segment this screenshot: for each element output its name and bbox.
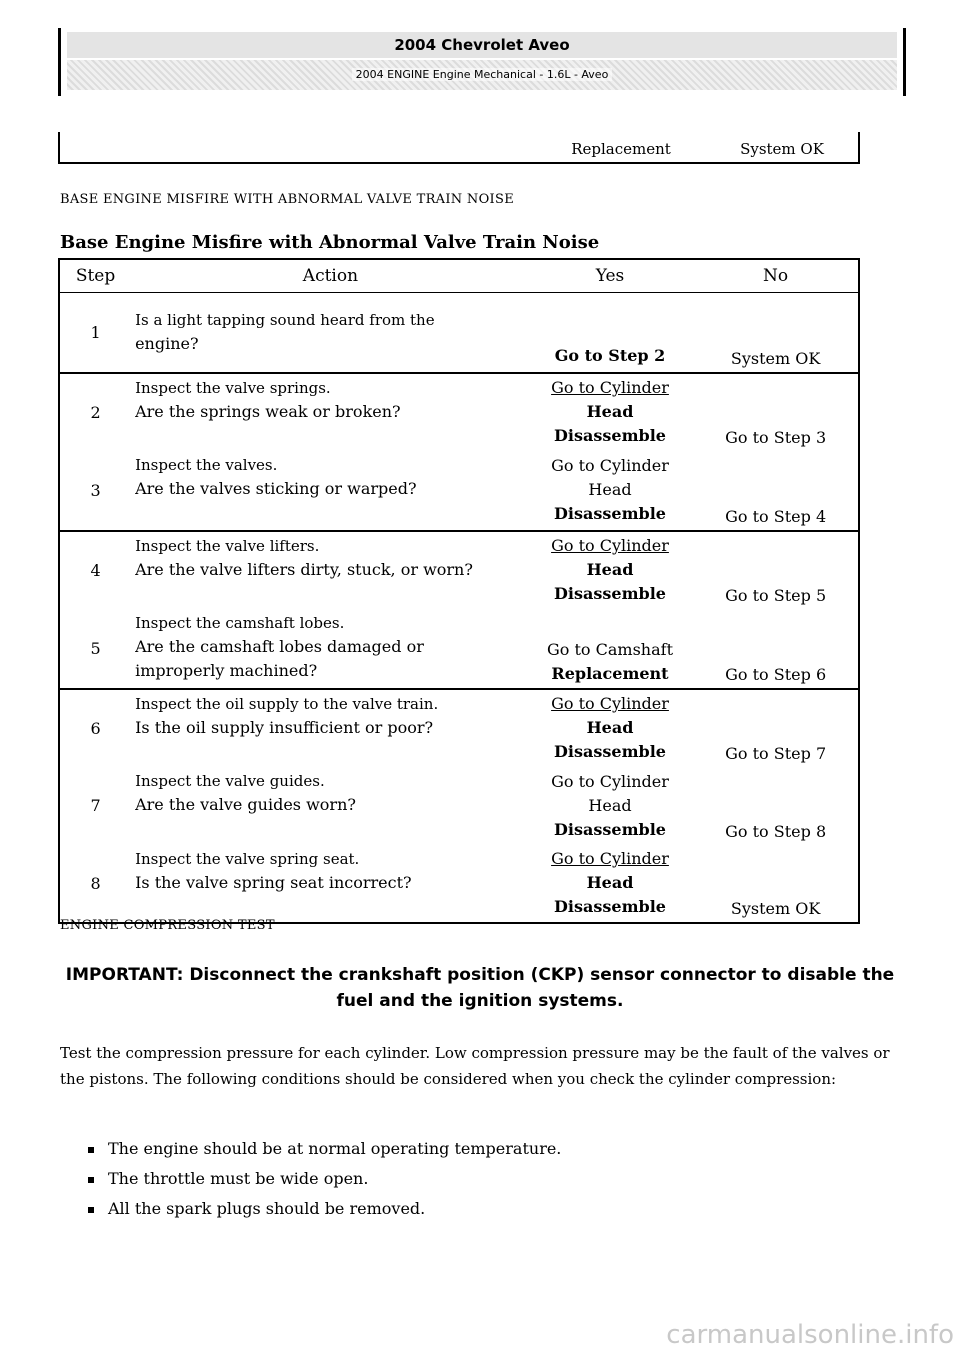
table-row <box>59 689 859 767</box>
step-number: 1 <box>59 293 131 373</box>
conditions-list <box>60 1134 561 1224</box>
step-yes: Go to Cylinder Head Disassemble <box>527 689 693 767</box>
step-action: Inspect the camshaft lobes. Are the camshaft lobes damaged or improperly machined? <box>131 609 527 689</box>
header-no: No <box>693 259 859 293</box>
step-no: System OK <box>693 293 859 373</box>
header-yes: Yes <box>527 259 693 293</box>
diagnostic-table <box>58 258 860 924</box>
step-action: Inspect the valve springs. Are the springs weak or broken? <box>135 378 401 421</box>
continued-no-cell: System OK <box>740 140 824 158</box>
cylinder-head-link[interactable]: Go to Cylinder <box>551 378 669 397</box>
watermark: carmanualsonline.info <box>666 1320 954 1350</box>
table-title: Base Engine Misfire with Abnormal Valve Train Noise <box>60 232 600 253</box>
table-row <box>59 767 859 845</box>
list-item: All the spark plugs should be removed. <box>108 1194 561 1224</box>
step-action: Is a light tapping sound heard from the engine? <box>131 293 527 373</box>
section-heading-misfire: BASE ENGINE MISFIRE WITH ABNORMAL VALVE TRAIN NOISE <box>60 192 514 207</box>
cylinder-head-link[interactable]: Go to Cylinder <box>551 849 669 868</box>
important-notice: IMPORTANT: Disconnect the crankshaft position (CKP) sensor connector to disable the fuel and the ignition systems. <box>65 965 895 1011</box>
step-no: Go to Step 7 <box>725 743 827 763</box>
document-header <box>58 28 906 96</box>
section-heading-compression: ENGINE COMPRESSION TEST <box>60 918 275 933</box>
step-yes: Go to Camshaft Replacement <box>527 609 693 689</box>
table-row <box>59 451 859 531</box>
table-row <box>59 531 859 609</box>
step-number: 5 <box>59 609 131 689</box>
step-no: System OK <box>730 898 821 918</box>
step-no: Go to Step 6 <box>693 609 859 689</box>
step-no: Go to Step 3 <box>725 427 827 447</box>
step-no: Go to Step 5 <box>725 585 827 605</box>
step-action: Inspect the oil supply to the valve train. Is the oil supply insufficient or poor? <box>135 694 439 737</box>
compression-paragraph: Test the compression pressure for each cylinder. Low compression pressure may be the fault of the valves or the pistons. The following conditions should be considered when you check the cylinder compression: <box>60 1044 890 1088</box>
document-title: 2004 Chevrolet Aveo <box>67 32 897 58</box>
step-yes: Go to Cylinder Head Disassemble <box>527 845 693 923</box>
document-subtitle <box>67 60 897 90</box>
continued-table-row <box>58 132 860 164</box>
table-header-row <box>59 259 859 293</box>
step-action: Inspect the valve spring seat. Is the valve spring seat incorrect? <box>135 849 412 892</box>
header-action: Action <box>131 259 527 293</box>
list-item: The throttle must be wide open. <box>108 1164 561 1194</box>
step-action: Inspect the valve lifters. Are the valve lifters dirty, stuck, or worn? <box>135 536 473 579</box>
step-action: Inspect the valve guides. Are the valve guides worn? <box>135 771 356 814</box>
table-row <box>59 373 859 451</box>
step-yes: Go to Cylinder Head Disassemble <box>527 531 693 609</box>
step-number: 8 <box>90 873 101 893</box>
cylinder-head-link[interactable]: Go to Cylinder <box>551 694 669 713</box>
step-action: Inspect the valves. Are the valves sticking or warped? <box>131 451 527 531</box>
table-row <box>59 609 859 689</box>
continued-yes-cell: Replacement <box>571 140 671 158</box>
step-number: 7 <box>90 796 101 815</box>
step-number: 4 <box>90 560 101 580</box>
step-number: 6 <box>90 718 101 738</box>
header-step: Step <box>59 259 131 293</box>
cylinder-head-link[interactable]: Go to Cylinder <box>551 536 669 555</box>
step-yes: Go to Cylinder Head Disassemble <box>527 373 693 451</box>
step-number: 2 <box>90 402 101 422</box>
step-no: Go to Step 8 <box>725 821 827 841</box>
list-item: The engine should be at normal operating temperature. <box>108 1134 561 1164</box>
step-no: Go to Step 4 <box>693 451 859 531</box>
step-yes: Go to Cylinder Head Disassemble <box>551 771 669 839</box>
step-number: 3 <box>59 451 131 531</box>
document-subtitle-text: 2004 ENGINE Engine Mechanical - 1.6L - Aveo <box>352 68 613 81</box>
step-yes: Go to Cylinder Head Disassemble <box>527 451 693 531</box>
table-row <box>59 845 859 923</box>
table-row <box>59 293 859 373</box>
step-yes: Go to Step 2 <box>527 293 693 373</box>
